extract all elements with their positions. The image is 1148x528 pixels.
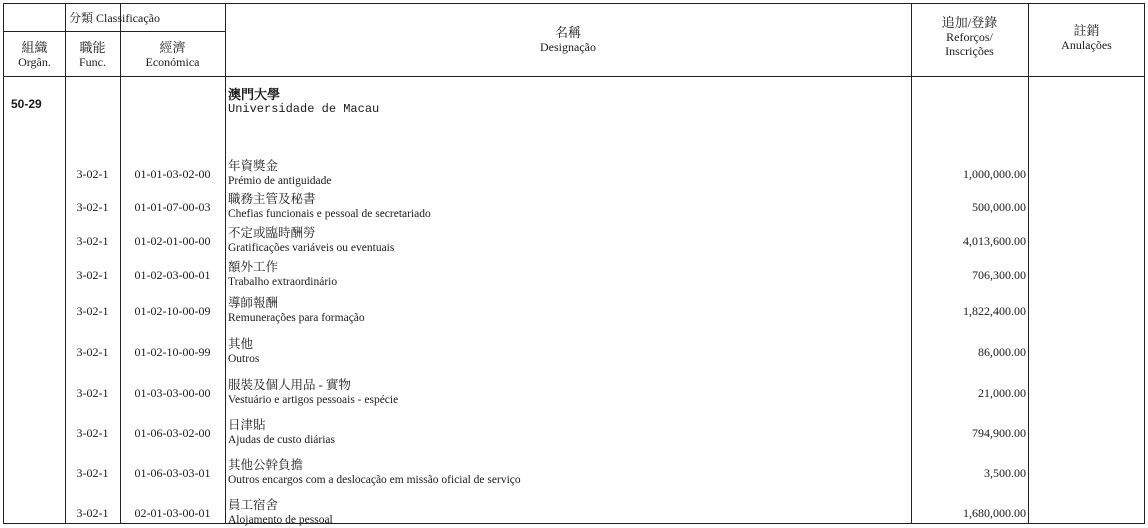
column-divider (1028, 4, 1029, 523)
column-divider (65, 4, 66, 523)
func-code: 3-02-1 (76, 345, 109, 359)
description-pt: Outros (228, 353, 260, 365)
column-divider (225, 4, 226, 523)
organ-header-pt: Orgân. (18, 55, 51, 69)
designation-header (225, 26, 911, 54)
reinforcement-header-pt2: Inscrições (945, 44, 994, 58)
econ-header (120, 41, 225, 69)
description-cn: 日津貼 (228, 418, 266, 432)
annulment-header-cn: 註銷 (1073, 23, 1100, 38)
reinforcement-amount: 1,680,000.00 (963, 506, 1026, 520)
description-cn: 導師報酬 (228, 296, 279, 310)
organ-header-cn: 組織 (21, 40, 48, 55)
description-cn: 服裝及個人用品 - 實物 (228, 378, 351, 392)
econ-code: 01-01-03-02-00 (134, 167, 211, 181)
entity-name-pt: Universidade de Macau (228, 102, 380, 116)
description-pt: Remunerações para formação (228, 312, 365, 324)
econ-code: 01-02-03-00-01 (134, 268, 211, 282)
reinforcement-amount: 794,900.00 (972, 426, 1026, 440)
header-subdivider (4, 31, 225, 32)
annulment-header (1028, 24, 1145, 52)
econ-code: 01-02-10-00-09 (134, 304, 211, 318)
entity-name-cn: 澳門大學 (228, 87, 281, 102)
description-cn: 不定或臨時酬勞 (228, 226, 316, 240)
column-divider (120, 4, 121, 523)
row-description (228, 378, 908, 407)
budget-table (3, 3, 1145, 524)
econ-header-cn: 經濟 (159, 40, 186, 55)
description-pt: Vestuário e artigos pessoais - espécie (228, 394, 399, 406)
func-header-cn: 職能 (79, 40, 106, 55)
econ-code: 01-03-03-00-00 (134, 386, 211, 400)
reinforcement-amount: 706,300.00 (972, 268, 1026, 282)
description-pt: Gratificações variáveis ou eventuais (228, 242, 395, 254)
reinforcement-amount: 3,500.00 (984, 466, 1026, 480)
reinforcement-header-pt1: Reforços/ (946, 30, 993, 44)
reinforcement-header (911, 16, 1028, 58)
row-description (228, 418, 908, 447)
func-code: 3-02-1 (76, 426, 109, 440)
econ-code: 01-02-10-00-99 (134, 345, 211, 359)
reinforcement-amount: 21,000.00 (978, 386, 1026, 400)
func-code: 3-02-1 (76, 234, 109, 248)
description-cn: 其他公幹負擔 (228, 458, 304, 472)
econ-header-pt: Económica (145, 55, 200, 69)
description-cn: 職務主管及秘書 (228, 192, 316, 206)
description-pt: Prémio de antiguidade (228, 175, 332, 187)
func-code: 3-02-1 (76, 200, 109, 214)
econ-code: 01-06-03-03-01 (134, 466, 211, 480)
row-description (228, 260, 908, 289)
row-description (228, 296, 908, 325)
func-header (65, 41, 120, 69)
func-code: 3-02-1 (76, 386, 109, 400)
func-code: 3-02-1 (76, 304, 109, 318)
description-cn: 其他 (228, 337, 254, 351)
description-cn: 年資獎金 (228, 159, 279, 173)
description-pt: Ajudas de custo diárias (228, 434, 335, 446)
organ-code: 50-29 (11, 97, 42, 111)
econ-code: 01-06-03-02-00 (134, 426, 211, 440)
reinforcement-header-cn: 追加/登錄 (941, 15, 998, 30)
reinforcement-amount: 4,013,600.00 (963, 234, 1026, 248)
description-pt: Chefias funcionais e pessoal de secretariado (228, 208, 431, 220)
organ-header (4, 41, 65, 69)
func-code: 3-02-1 (76, 167, 109, 181)
func-code: 3-02-1 (76, 466, 109, 480)
econ-code: 01-02-01-00-00 (134, 234, 211, 248)
row-description (228, 498, 908, 527)
reinforcement-amount: 1,000,000.00 (963, 167, 1026, 181)
row-description (228, 159, 908, 188)
econ-code: 01-01-07-00-03 (134, 200, 211, 214)
row-description (228, 458, 908, 487)
annulment-header-pt: Anulações (1061, 38, 1112, 52)
classification-header: 分類 Classificação (69, 11, 160, 25)
func-code: 3-02-1 (76, 506, 109, 520)
reinforcement-amount: 86,000.00 (978, 345, 1026, 359)
description-cn: 員工宿舍 (228, 498, 279, 512)
header-bottom-line (4, 76, 1144, 77)
row-description (228, 337, 908, 366)
designation-header-cn: 名稱 (554, 25, 581, 40)
entity-name (228, 88, 379, 116)
reinforcement-amount: 1,822,400.00 (963, 304, 1026, 318)
description-pt: Trabalho extraordinário (228, 276, 338, 288)
row-description (228, 192, 908, 221)
description-pt: Alojamento de pessoal (228, 514, 333, 526)
designation-header-pt: Designação (540, 40, 596, 54)
description-pt: Outros encargos com a deslocação em missão oficial de serviço (228, 474, 521, 486)
func-code: 3-02-1 (76, 268, 109, 282)
row-description (228, 226, 908, 255)
func-header-pt: Func. (79, 55, 106, 69)
description-cn: 額外工作 (228, 260, 279, 274)
column-divider (911, 4, 912, 523)
econ-code: 02-01-03-00-01 (134, 506, 211, 520)
reinforcement-amount: 500,000.00 (972, 200, 1026, 214)
